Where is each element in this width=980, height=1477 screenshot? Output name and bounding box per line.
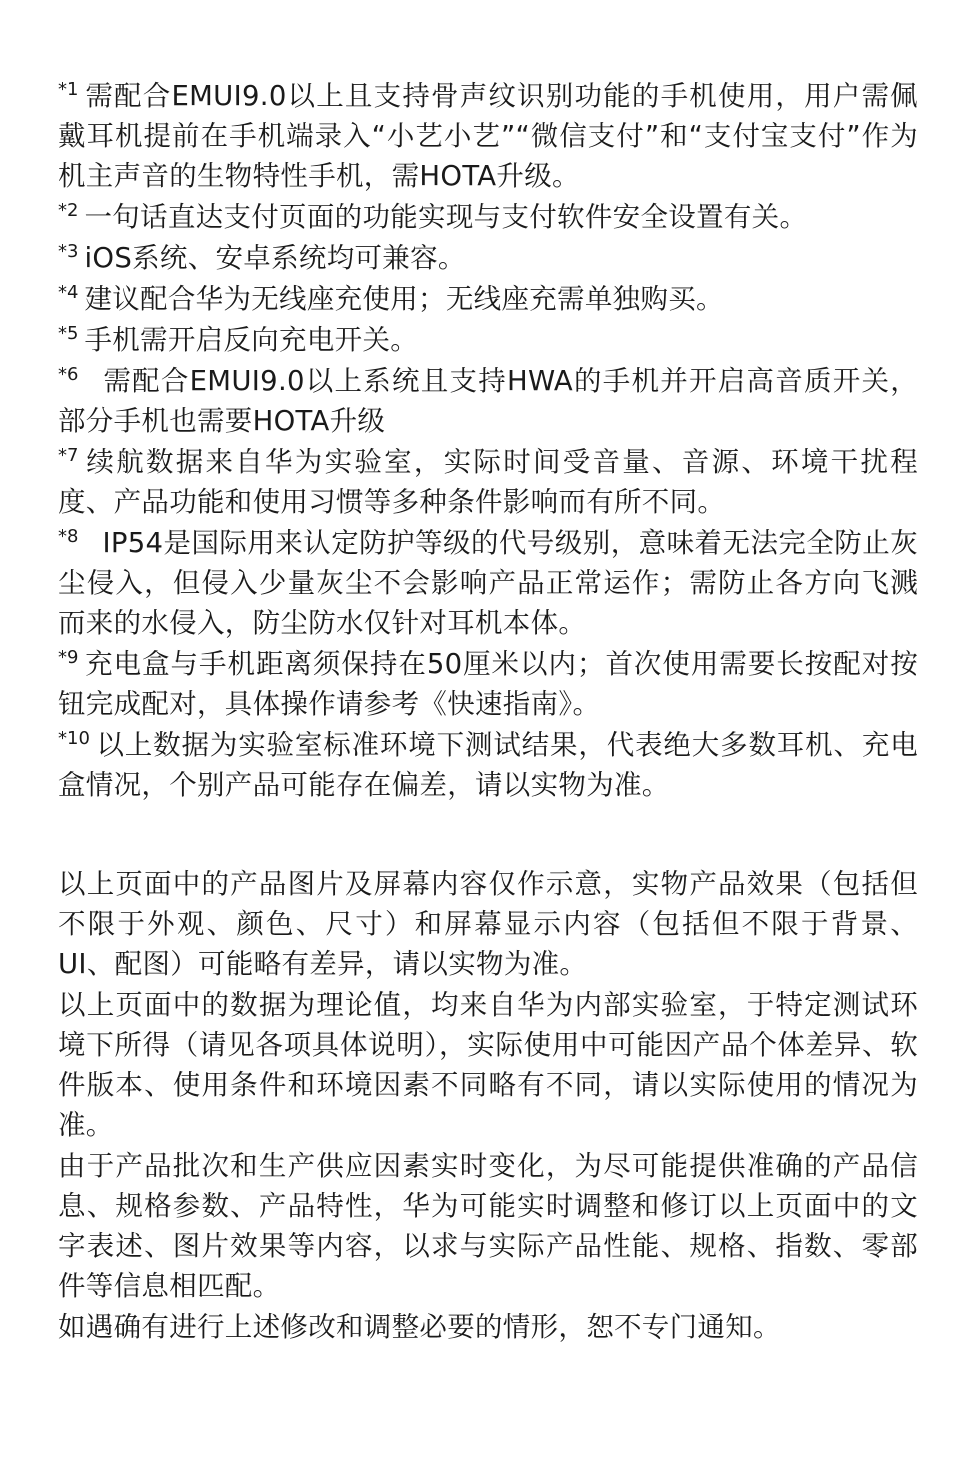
footnote-marker: *6 (58, 364, 79, 385)
footnote-7 (58, 442, 918, 522)
footnote-marker: *4 (58, 282, 79, 303)
section-spacer (58, 806, 918, 864)
footnote-marker: *5 (58, 323, 79, 344)
footnote-8 (58, 523, 918, 643)
footnote-text: iOS系统、安卓系统均可兼容。 (84, 242, 466, 274)
footnote-marker: *3 (58, 241, 79, 262)
footnote-marker: *8 (58, 526, 79, 547)
disclaimer-paragraph-1: 以上页面中的产品图片及屏幕内容仅作示意，实物产品效果（包括但不限于外观、颜色、尺寸）和屏幕显示内容（包括但不限于背景、UI、配图）可能略有差异，请以实物为准。 (58, 868, 918, 980)
footnote-marker: *2 (58, 200, 79, 221)
footnote-marker: *7 (58, 445, 79, 466)
footnote-text: 以上数据为实验室标准环境下测试结果，代表绝大多数耳机、充电盒情况，个别产品可能存在偏差，请以实物为准。 (58, 729, 918, 801)
footnote-6 (58, 361, 918, 441)
footnote-1 (58, 76, 918, 196)
disclaimer-paragraph-3: 由于产品批次和生产供应因素实时变化，为尽可能提供准确的产品信息、规格参数、产品特性，华为可能实时调整和修订以上页面中的文字表述、图片效果等内容，以求与实际产品性能、规格、指数、零部件等信息相匹配。 (58, 1150, 918, 1302)
footnote-3 (58, 238, 918, 278)
footnote-text: 需配合EMUI9.0以上系统且支持HWA的手机并开启高音质开关，部分手机也需要HOTA升级 (58, 365, 918, 437)
footnote-page (58, 76, 918, 1348)
footnote-list (58, 76, 918, 805)
footnote-text: 一句话直达支付页面的功能实现与支付软件安全设置有关。 (84, 201, 808, 233)
footnote-marker: *1 (58, 79, 79, 100)
footnote-text: 续航数据来自华为实验室，实际时间受音量、音源、环境干扰程度、产品功能和使用习惯等多种条件影响而有所不同。 (58, 446, 918, 518)
footnote-4 (58, 279, 918, 319)
footnote-marker: *9 (58, 647, 79, 668)
footnote-text: 充电盒与手机距离须保持在50厘米以内；首次使用需要长按配对按钮完成配对，具体操作请参考《快速指南》。 (58, 648, 918, 720)
footnote-marker: *10 (58, 728, 90, 749)
footnote-text: 建议配合华为无线座充使用；无线座充需单独购买。 (84, 283, 724, 315)
disclaimer-section (58, 864, 918, 1347)
footnote-text: 手机需开启反向充电开关。 (84, 324, 419, 356)
footnote-5 (58, 320, 918, 360)
disclaimer-paragraph-2: 以上页面中的数据为理论值，均来自华为内部实验室，于特定测试环境下所得（请见各项具体说明），实际使用中可能因产品个体差异、软件版本、使用条件和环境因素不同略有不同，请以实际使用的情况为准。 (58, 989, 918, 1141)
disclaimer-paragraph-4: 如遇确有进行上述修改和调整必要的情形，恕不专门通知。 (58, 1311, 781, 1343)
footnote-2 (58, 197, 918, 237)
footnote-text: IP54是国际用来认定防护等级的代号级别，意味着无法完全防止灰尘侵入，但侵入少量灰尘不会影响产品正常运作；需防止各方向飞溅而来的水侵入，防尘防水仅针对耳机本体。 (58, 527, 918, 639)
footnote-9 (58, 644, 918, 724)
footnote-text: 需配合EMUI9.0以上且支持骨声纹识别功能的手机使用，用户需佩戴耳机提前在手机端录入“小艺小艺”“微信支付”和“支付宝支付”作为机主声音的生物特性手机，需HOTA升级。 (58, 80, 918, 192)
footnote-10 (58, 725, 918, 805)
